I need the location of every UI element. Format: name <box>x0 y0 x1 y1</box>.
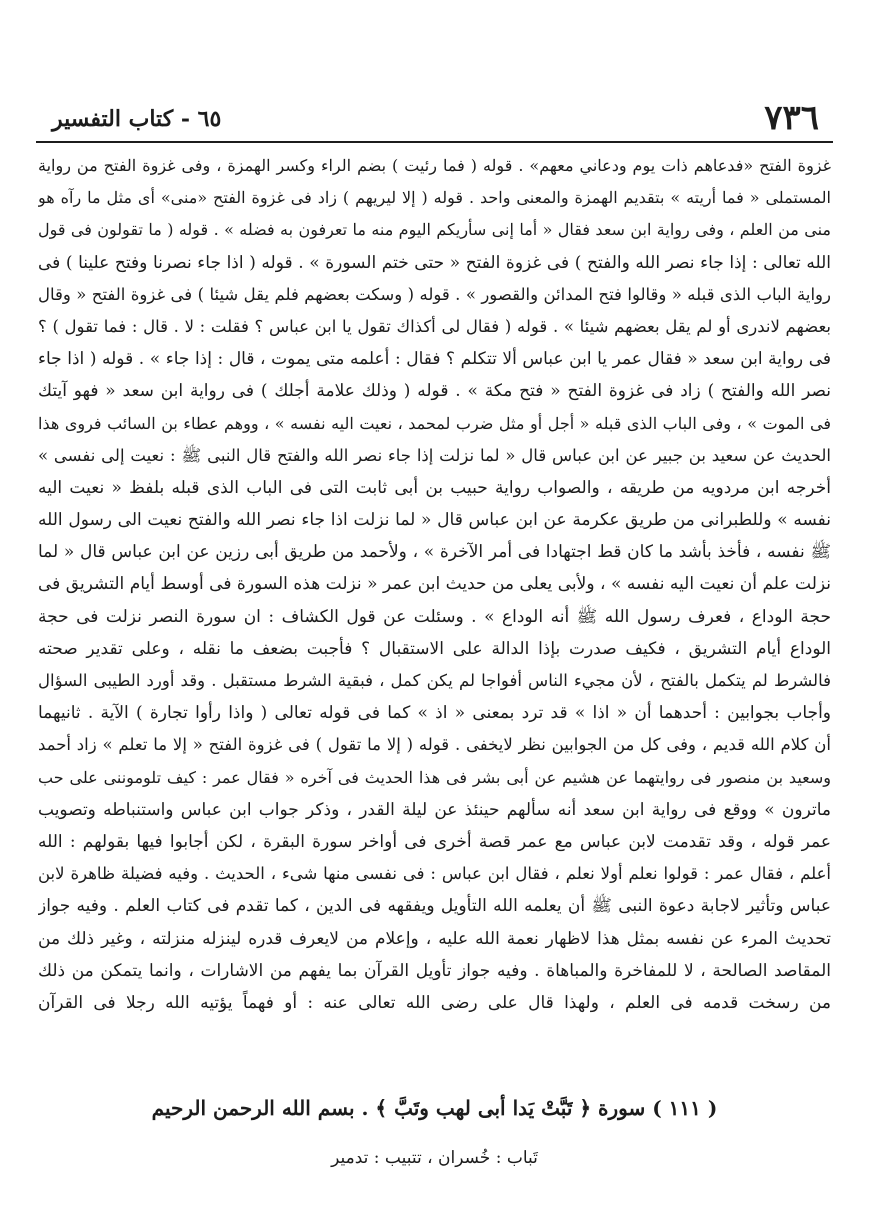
text-line: منى من العلم ، وفى رواية ابن سعد فقال « أما إنى سأريكم اليوم منه ما تعرفون به فضله » . قوله ( ما تقولون فى قول <box>38 220 831 240</box>
header-rule <box>36 141 833 143</box>
text-line: نفسه » وللطبرانى من طريق عكرمة عن ابن عباس قال « لما نزلت اذا جاء نصر الله والفتح نعيت الى رسول الله <box>38 510 831 531</box>
commentary-text <box>38 150 831 1019</box>
text-line: أخرجه ابن مردويه من طريقه ، والصواب رواية حبيب بن أبى ثابت التى فى الباب الذى قبله بلفظ « نعيت اليه <box>38 477 831 498</box>
text-line: أن كلام الله قديم ، وفى كل من الجوابين نظر لايخفى . قوله ( إلا ما تقول ) فى غزوة الفتح « إلا ما تعلم » زاد أحمد <box>38 735 831 755</box>
text-line: تحديث المرء عن نفسه بمثل هذا لاظهار نعمة الله عليه ، وإعلام من لايعرف قدره لينزله منزلته ، وغير ذلك من <box>38 928 831 949</box>
text-line: المستملى « فما أريته » بتقديم الهمزة والمعنى واحد . قوله ( إلا ليريهم ) زاد فى غزوة الفتح «منى» أى مثل ما رآه هو <box>38 188 831 208</box>
text-line: الوداع أيام التشريق ، فكيف صدرت بإذا الدالة على الاستقبال ؟ فأجبت بضعف ما نقله ، وعلى تقدير صحته <box>38 638 831 659</box>
text-line: غزوة الفتح «فدعاهم ذات يوم ودعاني معهم» . قوله ( فما رئيت ) بضم الراء وكسر الهمزة ، وفى غزوة الفتح من رواية <box>38 156 831 175</box>
surah-heading: ( ١١١ ) سورة ﴿ تَبَّتْ يَدا أبى لهب وتَبَّ ﴾ . بسم الله الرحمن الرحيم <box>151 1096 718 1120</box>
text-line: الحديث عن سعيد بن جبير عن ابن عباس قال « لما نزلت إذا جاء نصر الله والفتح قال النبى ﷺ : نعيت إلى نفسى » <box>38 445 831 465</box>
text-line: وسعيد بن منصور فى روايتهما عن هشيم عن أبى بشر فى هذا الحديث فى آخره « فقال عمر : كيف تلوموننى على حب <box>38 767 831 787</box>
page-header <box>38 96 831 140</box>
word-gloss: تَباب : خُسران ، تتبيب : تدمير <box>331 1148 538 1168</box>
text-line: فالشرط لم يتكمل بالفتح ، لأن مجيء الناس أفواجا لم يكن كمل ، فبقية الشرط مستقبل . وقد أورد الطيبى السؤال <box>38 671 831 690</box>
text-line: رواية الباب الذى قبله « وقالوا فتح المدائن والقصور » . قوله ( وسكت بعضهم فلم يقل شيئا ) فى غزوة الفتح « وقال <box>38 284 831 304</box>
page-number: ٧٣٦ <box>764 98 819 138</box>
text-line: بعضهم لاندرى أو لم يقل بعضهم شيئا » . قوله ( فقال لى أكذاك تقول يا ابن عباس ؟ فقلت : لا . قال : فما تقول ) ؟ <box>38 316 831 336</box>
text-line: نزلت علم أن نعيت اليه نفسه » ، ولأبى يعلى من حديث ابن عمر « نزلت هذه السورة فى أوسط أيام التشريق فى <box>38 574 831 595</box>
text-line: عمر قوله ، وقد تقدمت لابن عباس مع عمر قصة أخرى فى أواخر سورة البقرة ، لكن أجابوا فيها بقولهم : الله <box>38 831 831 852</box>
text-line: وأجاب بجوابين : أحدهما أن « اذا » قد ترد بمعنى « اذ » كما فى قوله تعالى ( واذا رأوا تجارة ) الآية . ثانيهما <box>38 703 831 724</box>
text-line: حجة الوداع ، فعرف رسول الله ﷺ أنه الوداع » . وسئلت عن قول الكشاف : ان سورة النصر نزلت فى حجة <box>38 606 831 627</box>
text-line: أعلم ، فقال عمر : قولوا نعلم أولا نعلم ، فقال ابن عباس : فى نفسى منها شىء ، الحديث . وفيه فضيلة ظاهرة لابن <box>38 864 831 884</box>
text-line: فى الموت » ، وفى الباب الذى قبله « أجل أو مثل ضرب لمحمد ، نعيت اليه نفسه » ، ووهم عطاء بن السائب فروى هذا <box>38 413 831 433</box>
text-line: المقاصد الصالحة ، لا للمفاخرة والمباهاة . وفيه جواز تأويل القرآن بما يفهم من الاشارات ، وانما يتمكن من ذلك <box>38 960 831 981</box>
text-line: الله تعالى : إذا جاء نصر الله والفتح ) فى غزوة الفتح « حتى ختم السورة » . قوله ( اذا جاء نصرنا وفتح علينا ) فى <box>38 252 831 273</box>
text-line: نصر الله والفتح ) زاد فى غزوة الفتح « فتح مكة » . قوله ( وذلك علامة أجلك ) فى رواية ابن سعد « فهو آيتك <box>38 381 831 402</box>
text-line: عباس وتأثير لاجابة دعوة النبى ﷺ أن يعلمه الله التأويل ويفقهه فى الدين ، كما تقدم فى كتاب العلم . وفيه جواز <box>38 896 831 917</box>
text-line: ﷺ نفسه ، فأخذ بأشد ما كان قط اجتهادا فى أمر الآخرة » ، ولأحمد من طريق أبى رزين عن ابن عباس قال « لما <box>38 542 831 563</box>
running-title: ٦٥ - كتاب التفسير <box>52 106 222 132</box>
text-line: ماترون » ووقع فى رواية ابن سعد أنه سألهم حينئذ عن ليلة القدر ، وذكر جواب ابن عباس واستنباطه وتصويب <box>38 799 831 820</box>
text-line: من رسخت قدمه فى العلم ، ولهذا قال على رضى الله تعالى عنه : أو فهماً يؤتيه الله رجلا فى القرآن <box>38 992 831 1013</box>
text-line: فى رواية ابن سعد « فقال عمر يا ابن عباس ألا تتكلم ؟ فقال : أعلمه متى يموت ، قال : إذا جاء » . قوله ( اذا جاء <box>38 349 831 370</box>
